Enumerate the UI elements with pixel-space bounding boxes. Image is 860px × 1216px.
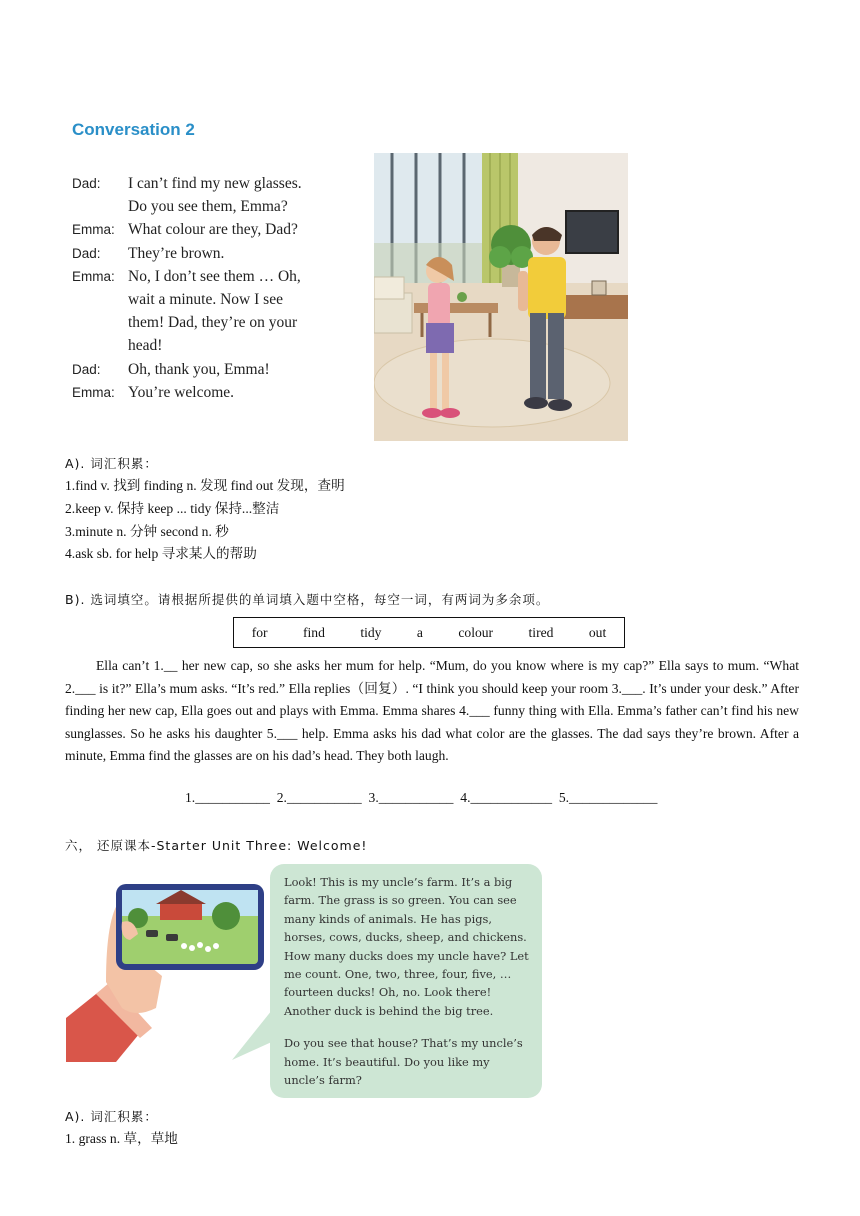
dialogue-line bbox=[72, 311, 362, 334]
utterance: Do you see them, Emma? bbox=[128, 198, 288, 216]
utterance: You’re welcome. bbox=[128, 383, 235, 401]
word-bank-item: a bbox=[416, 624, 423, 640]
utterance: wait a minute. Now I see bbox=[128, 291, 283, 309]
section-six-heading: 六， 还原课本-Starter Unit Three: Welcome! bbox=[65, 838, 368, 853]
speaker bbox=[72, 288, 128, 311]
word-bank-item: for bbox=[251, 624, 268, 640]
speaker: Emma: bbox=[72, 384, 115, 400]
bubble-paragraph: Look! This is my uncle’s farm. It’s a big farm. The grass is so green. You can see many kinds of animals. He has pigs, horses, cows, ducks, sheep, and chickens. How many ducks does my uncle have? Let me count. One, two, three, four, five, … fourteen ducks! Oh, no. Look there! Another duck is behind the big tree. bbox=[284, 875, 529, 1018]
dialogue-line bbox=[72, 381, 362, 404]
speaker: Dad: bbox=[72, 361, 101, 377]
dialogue-line bbox=[72, 358, 362, 381]
answer-blanks: 1.___________ 2.___________ 3.___________ 4.____________ 5._____________ bbox=[185, 790, 658, 805]
speaker bbox=[72, 334, 128, 357]
utterance: What colour are they, Dad? bbox=[128, 221, 298, 239]
vocab-item: 1. grass n. 草，草地 bbox=[65, 1131, 178, 1146]
utterance: head! bbox=[128, 337, 163, 355]
vocab-item: 4.ask sb. for help 寻求某人的帮助 bbox=[65, 546, 257, 561]
speaker: Dad: bbox=[72, 245, 101, 261]
vocab-item: 3.minute n. 分钟 second n. 秒 bbox=[65, 524, 229, 539]
speaker: Emma: bbox=[72, 222, 115, 238]
living-room-illustration bbox=[374, 153, 628, 441]
word-bank-item: tired bbox=[528, 624, 554, 640]
utterance: I can’t find my new glasses. bbox=[128, 175, 302, 192]
dialogue-line bbox=[72, 195, 362, 218]
dialogue-line bbox=[72, 265, 362, 288]
bubble-paragraph: Do you see that house? That’s my uncle’s home. It’s beautiful. Do you like my uncle’s farm? bbox=[284, 1036, 523, 1088]
utterance: They’re brown. bbox=[128, 244, 225, 262]
speech-bubble bbox=[270, 864, 542, 1098]
vocab-item: 1.find v. 找到 finding n. 发现 find out 发现，查明 bbox=[65, 478, 345, 493]
dialogue-line bbox=[72, 218, 362, 241]
word-bank-item: colour bbox=[458, 624, 494, 640]
vocab-item: 2.keep v. 保持 keep ... tidy 保持...整洁 bbox=[65, 501, 280, 516]
speaker bbox=[72, 195, 128, 218]
word-bank bbox=[233, 617, 625, 648]
word-bank-item: tidy bbox=[360, 624, 382, 640]
speaker: Emma: bbox=[72, 268, 115, 284]
dialogue-line bbox=[72, 242, 362, 265]
speaker: Dad: bbox=[72, 176, 101, 191]
dialogue-line bbox=[72, 172, 362, 195]
speaker bbox=[72, 311, 128, 334]
utterance: No, I don’t see them … Oh, bbox=[128, 267, 301, 285]
utterance: them! Dad, they’re on your bbox=[128, 314, 298, 332]
dialogue bbox=[72, 172, 362, 404]
cloze-passage: Ella can’t 1.__ her new cap, so she asks her mum for help. “Mum, do you know where is my cap?” Ella says to mum. “What 2.___ is it?” Ella’s mum asks. “It’s red.” Ella replies（回复）. “I think you should keep your room 3.___. It’s under your desk.” After finding her new cap, Ella goes out and plays with Emma. Emma shares 4.___ funny thing with Ella. Emma’s father can’t find his new sunglasses. So he asks his daughter 5.___ help. Emma asks his dad what color are the glasses. The dad says they’re brown. After a minute, Emma find the glasses are on his dad’s head. They both laugh. bbox=[65, 658, 799, 764]
dialogue-line bbox=[72, 288, 362, 311]
vocab-heading-2: A). 词汇积累： bbox=[65, 1109, 158, 1124]
word-bank-item: out bbox=[588, 624, 607, 640]
dialogue-line bbox=[72, 334, 362, 357]
cloze-heading: B). 选词填空。请根据所提供的单词填入题中空格，每空一词，有两词为多余项。 bbox=[65, 592, 550, 607]
vocab-heading: A). 词汇积累： bbox=[65, 456, 158, 471]
word-bank-item: find bbox=[302, 624, 325, 640]
conversation-title: Conversation 2 bbox=[72, 120, 195, 139]
utterance: Oh, thank you, Emma! bbox=[128, 360, 270, 378]
